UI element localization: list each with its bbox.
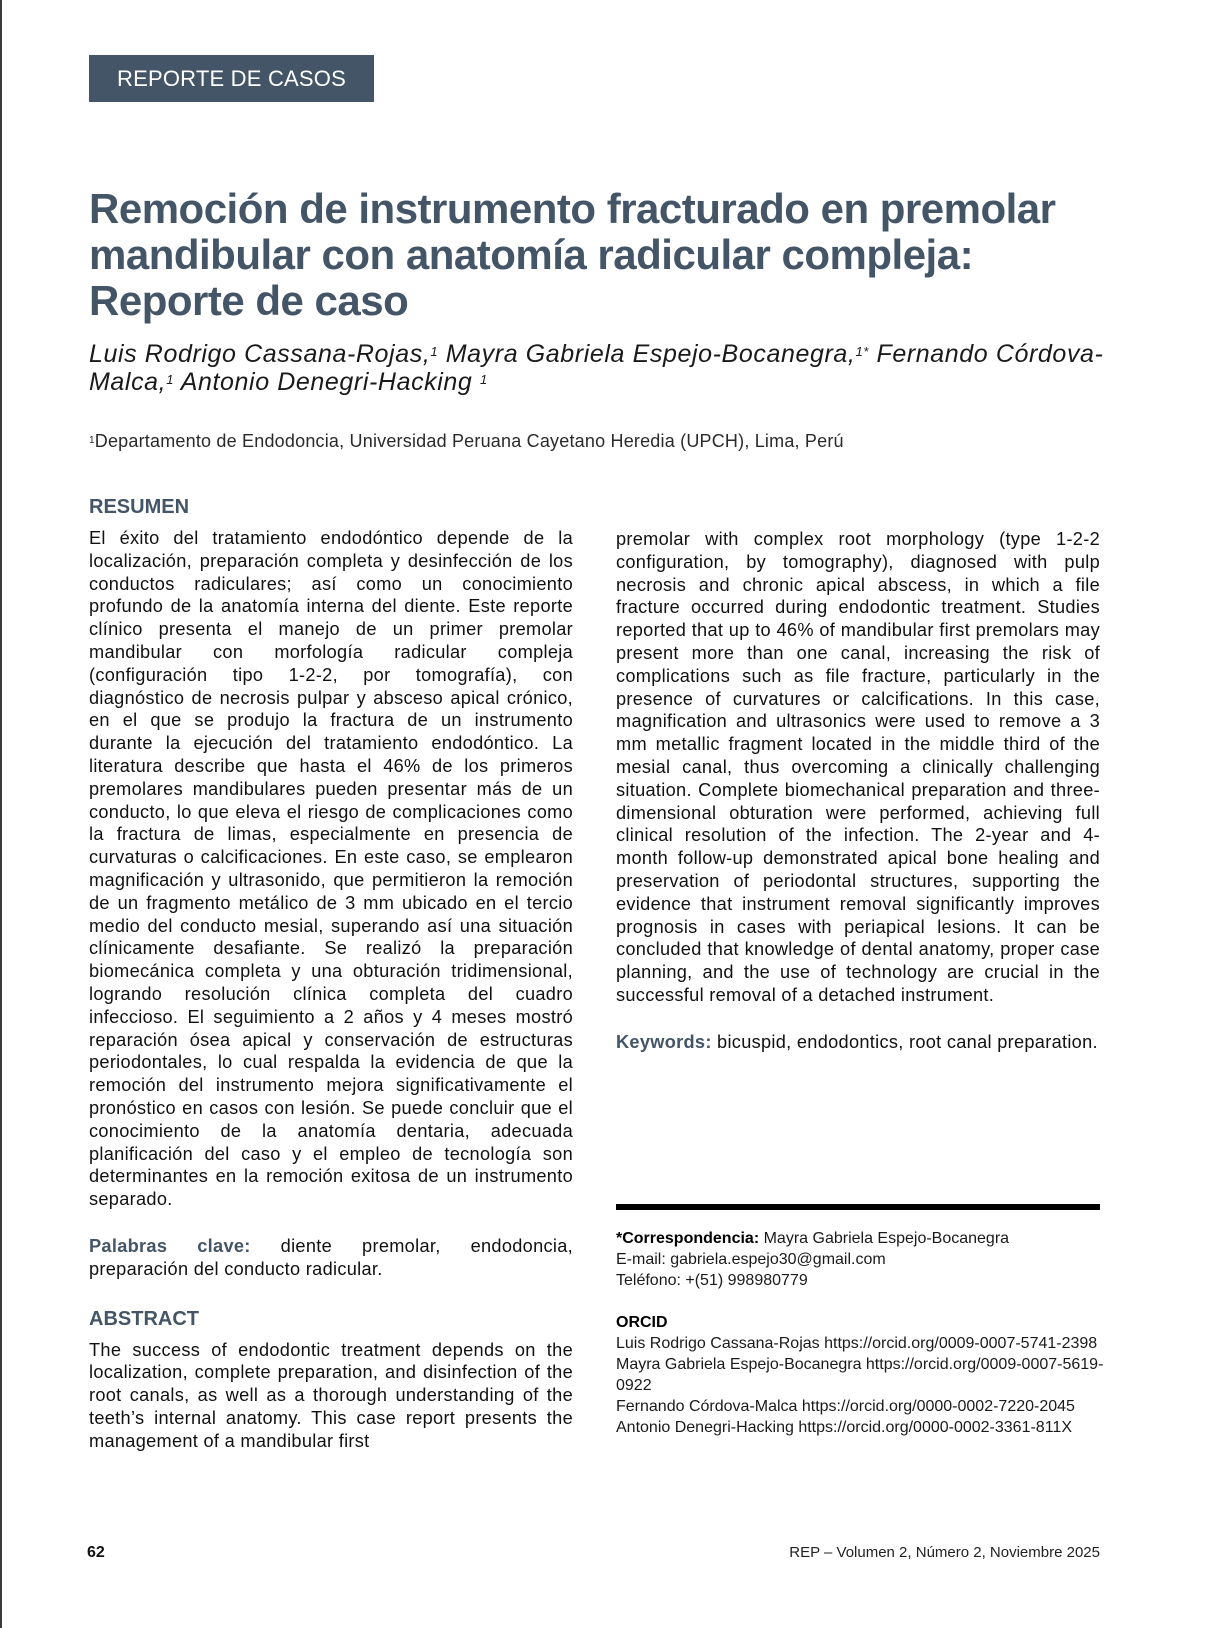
keywords: [616, 1031, 1100, 1054]
affiliation-text: Departamento de Endodoncia, Universidad Peruana Cayetano Heredia (UPCH), Lima, Perú: [94, 431, 844, 451]
left-column: [89, 495, 573, 1452]
palabras-clave-label: Palabras clave:: [89, 1235, 251, 1256]
palabras-clave-values: diente premolar, endodoncia, preparación del conducto radicular.: [89, 1235, 573, 1279]
author-name: Luis Rodrigo Cassana-Rojas,: [89, 340, 431, 368]
orcid-block: [616, 1312, 1116, 1438]
correspondence-phone: Teléfono: +(51) 998980779: [616, 1272, 808, 1289]
author-affiliation-mark: 1: [430, 344, 439, 359]
affiliation-mark: 1: [89, 435, 95, 446]
author-affiliation-mark: 1*: [855, 344, 869, 359]
section-tag: REPORTE DE CASOS: [89, 55, 374, 102]
resumen-heading: RESUMEN: [89, 496, 190, 518]
correspondence-divider: [616, 1204, 1100, 1210]
affiliation: [89, 430, 1089, 452]
correspondence-label: *Correspondencia:: [616, 1230, 760, 1247]
keywords-label: Keywords:: [616, 1031, 712, 1052]
abstract-text-part1: The success of endodontic treatment depends on the localization, complete preparation, and disinfection of the root canals, as well as a thorough understanding of the teeth’s internal anatomy. This case report presents the management of a mandibular first: [89, 1339, 573, 1451]
page-number: 62: [87, 1544, 105, 1561]
article-title: Remoción de instrumento fracturado en premolar mandibular con anatomía radicular compleja: Reporte de caso: [89, 185, 1056, 324]
author-name: Antonio Denegri-Hacking: [180, 368, 473, 396]
author-list: [89, 340, 1149, 396]
orcid-entry[interactable]: Luis Rodrigo Cassana-Rojas https://orcid.org/0009-0007-5741-2398: [616, 1335, 1098, 1352]
orcid-heading: ORCID: [616, 1314, 668, 1331]
page-left-border: [0, 0, 2, 1628]
right-column: [616, 528, 1100, 1054]
abstract-text-part2: premolar with complex root morphology (type 1-2-2 configuration, by tomography), diagnosed with pulp necrosis and chronic apical abscess, in which a file fracture occurred during endodontic treatment. Studies reported that up to 46% of mandibular first premolars may present more than one canal, increasing the risk of complications such as file fracture, particularly in the presence of curvatures or calcifications. In this case, magnification and ultrasonics were used to remove a 3 mm metallic fragment located in the middle third of the mesial canal, thus overcoming a clinically challenging situation. Complete biomechanical preparation and three-dimensional obturation were performed, achieving full clinical resolution of the infection. The 2-year and 4-month follow-up demonstrated apical bone healing and preservation of periodontal structures, supporting the evidence that instrument removal significantly improves prognosis in cases with periapical lesions. It can be concluded that knowledge of dental anatomy, proper case planning, and the use of technology are crucial in the successful removal of a detached instrument.: [616, 529, 1100, 1005]
abstract-heading: ABSTRACT: [89, 1307, 199, 1330]
orcid-entry[interactable]: Antonio Denegri-Hacking https://orcid.org/0000-0002-3361-811X: [616, 1419, 1072, 1436]
correspondence-name: Mayra Gabriela Espejo-Bocanegra: [763, 1230, 1010, 1247]
palabras-clave: [89, 1235, 573, 1281]
author-affiliation-mark: 1: [166, 372, 175, 387]
journal-citation: REP – Volumen 2, Número 2, Noviembre 2025: [789, 1544, 1100, 1561]
resumen-text: El éxito del tratamiento endodóntico depende de la localización, preparación completa y desinfección de los conductos radiculares; así como un conocimiento profundo de la anatomía interna del diente. Este reporte clínico presenta el manejo de un primer premolar mandibular con morfología radicular compleja (configuración tipo 1-2-2, por tomografía), con diagnóstico de necrosis pulpar y absceso apical crónico, en el que se produjo la fractura de un instrumento durante la ejecución del tratamiento endodóntico. La literatura describe que hasta el 46% de los primeros premolares mandibulares pueden presentar más de un conducto, lo que eleva el riesgo de complicaciones como la fractura de limas, especialmente en presencia de curvaturas o calcificaciones. En este caso, se emplearon magnificación y ultrasonido, que permitieron la remoción de un fragmento metálico de 3 mm ubicado en el tercio medio del conducto mesial, superando así una situación clínicamente desafiante. Se realizó la preparación biomecánica completa y una obturación tridimensional, logrando resolución clínica completa del cuadro infeccioso. El seguimiento a 2 años y 4 meses mostró reparación ósea apical y conservación de estructuras periodontales, lo cual respalda la evidencia de que la remoción del instrumento mejora significativamente el pronóstico en casos con lesión. Se puede concluir que el conocimiento de la anatomía dentaria, adecuada planificación del caso y el empleo de tecnología son determinantes en la remoción exitosa de un instrumento separado.: [89, 528, 573, 1210]
correspondence-email[interactable]: E-mail: gabriela.espejo30@gmail.com: [616, 1251, 886, 1268]
correspondence-block: [616, 1228, 1116, 1291]
orcid-entry[interactable]: Fernando Córdova-Malca https://orcid.org/0000-0002-7220-2045: [616, 1398, 1075, 1415]
keywords-values: bicuspid, endodontics, root canal preparation.: [717, 1031, 1098, 1052]
author-name: Mayra Gabriela Espejo-Bocanegra,: [445, 340, 856, 368]
correspondence-line: [616, 1228, 1116, 1249]
orcid-entry[interactable]: Mayra Gabriela Espejo-Bocanegra https://orcid.org/0009-0007-5619-0922: [616, 1356, 1104, 1394]
author-affiliation-mark: 1: [479, 372, 488, 387]
author-name: Fernando Córdova-Malca,: [89, 340, 1104, 396]
